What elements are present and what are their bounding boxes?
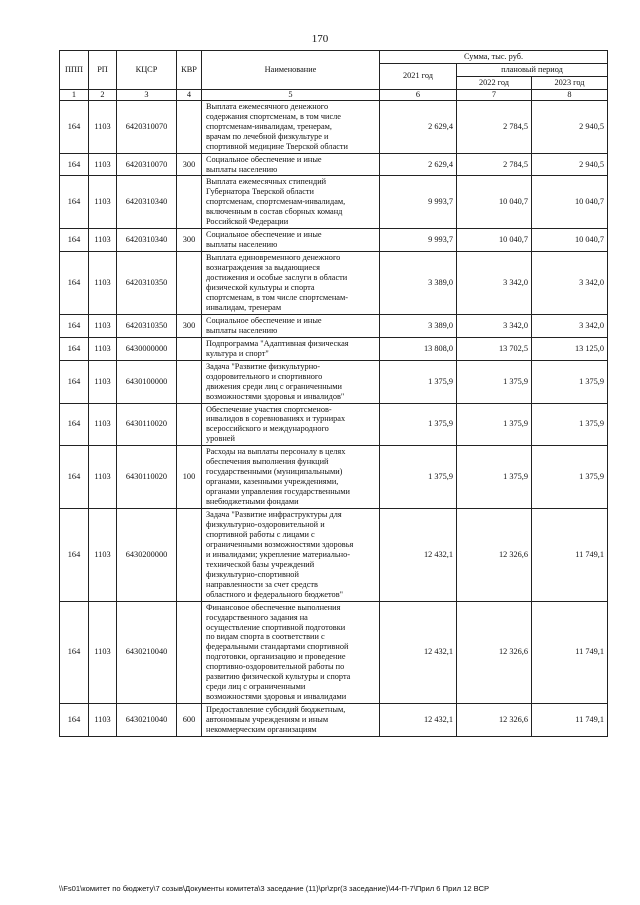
cell-2023: 13 125,0	[532, 337, 608, 360]
cell-2021: 3 389,0	[380, 314, 457, 337]
cell-name	[202, 314, 380, 337]
name-line: Губернатора Тверской области	[206, 187, 314, 197]
cell-ppp: 164	[60, 403, 89, 446]
table-header	[60, 51, 608, 101]
table-row	[60, 314, 608, 337]
header-name: Наименование	[202, 51, 380, 90]
name-line: физкультурно-оздоровительной и	[206, 519, 325, 529]
cell-name	[202, 153, 380, 176]
name-line: уровней	[206, 434, 235, 444]
cell-kcsr: 6420310340	[117, 176, 177, 229]
cell-2022: 2 784,5	[457, 100, 532, 153]
name-line: физкультурно-спортивной	[206, 569, 299, 579]
cell-kcsr: 6420310350	[117, 252, 177, 315]
cell-kvr	[177, 100, 202, 153]
name-line: культура и спорт"	[206, 348, 269, 358]
page-number: 170	[311, 33, 329, 45]
column-index: 7	[457, 89, 532, 100]
cell-kcsr: 6420310070	[117, 100, 177, 153]
name-line: всероссийского и международного	[206, 424, 329, 434]
column-index-row	[60, 89, 608, 100]
name-line: врачам по лечебной физкультуре и	[206, 131, 329, 141]
cell-rp: 1103	[89, 601, 117, 704]
name-line: органами, казенными учреждениями,	[206, 477, 339, 487]
cell-ppp: 164	[60, 176, 89, 229]
header-kvr: КВР	[177, 51, 202, 90]
name-line: Расходы на выплаты персоналу в целях	[206, 447, 346, 457]
cell-rp: 1103	[89, 337, 117, 360]
cell-kvr	[177, 252, 202, 315]
name-line: по видам спорта в соответствии с	[206, 632, 325, 642]
name-line: осуществление спортивной подготовки	[206, 622, 346, 632]
name-line: достижения и особые заслуги в области	[206, 273, 348, 283]
cell-kvr	[177, 176, 202, 229]
cell-2021: 12 432,1	[380, 601, 457, 704]
cell-rp: 1103	[89, 704, 117, 737]
cell-ppp: 164	[60, 100, 89, 153]
name-line: спортсменам, спортсменам-инвалидам,	[206, 197, 346, 207]
cell-name	[202, 446, 380, 509]
cell-kvr	[177, 601, 202, 704]
footer-file-path: \\Fs01\комитет по бюджету\7 созыв\Документы комитета\3 заседание (11)\pr\zpr(3 заседание)\44-П-7\Прил 6 Прил 12 ВСР	[59, 884, 490, 893]
cell-rp: 1103	[89, 153, 117, 176]
cell-2022: 12 326,6	[457, 601, 532, 704]
name-line: движения среди лиц с ограниченными	[206, 381, 342, 391]
header-sum: Сумма, тыс. руб.	[380, 51, 608, 64]
cell-2022: 12 326,6	[457, 509, 532, 602]
cell-kvr: 300	[177, 229, 202, 252]
name-line: органами управления государственными	[206, 487, 350, 497]
cell-kcsr: 6430110020	[117, 446, 177, 509]
table-body	[60, 100, 608, 736]
cell-rp: 1103	[89, 229, 117, 252]
cell-2022: 1 375,9	[457, 360, 532, 403]
cell-name	[202, 601, 380, 704]
cell-2023: 3 342,0	[532, 252, 608, 315]
name-line: Социальное обеспечение и иные	[206, 230, 322, 240]
table-row	[60, 403, 608, 446]
name-line: включенным в состав сборных команд	[206, 207, 343, 217]
header-year-2023: 2023 год	[532, 76, 608, 89]
cell-kvr: 100	[177, 446, 202, 509]
name-line: спортивной медицине Тверской области	[206, 141, 349, 151]
name-line: Выплата единовременного денежного	[206, 253, 341, 263]
name-line: некоммерческим организациям	[206, 725, 317, 735]
name-line: спортсменам, в том числе спортсменам-	[206, 292, 348, 302]
cell-2021: 1 375,9	[380, 403, 457, 446]
name-line: выплаты населению	[206, 240, 278, 250]
table-row	[60, 360, 608, 403]
column-index: 8	[532, 89, 608, 100]
cell-2023: 1 375,9	[532, 403, 608, 446]
cell-ppp: 164	[60, 704, 89, 737]
name-line: обеспечения выполнения функций	[206, 457, 329, 467]
name-line: возможностями здоровья и инвалидов"	[206, 391, 345, 401]
name-line: Выплата ежемесячных стипендий	[206, 177, 327, 187]
column-index: 4	[177, 89, 202, 100]
cell-2021: 1 375,9	[380, 446, 457, 509]
cell-kvr: 300	[177, 314, 202, 337]
name-line: вознаграждения за выдающиеся	[206, 263, 320, 273]
cell-2023: 11 749,1	[532, 509, 608, 602]
name-line: федеральными стандартами спортивной	[206, 642, 349, 652]
name-line: технической базы учреждений	[206, 559, 315, 569]
cell-kvr	[177, 337, 202, 360]
table-row	[60, 509, 608, 602]
name-line: Российской Федерации	[206, 217, 289, 227]
cell-ppp: 164	[60, 446, 89, 509]
cell-rp: 1103	[89, 176, 117, 229]
cell-2022: 1 375,9	[457, 446, 532, 509]
cell-name	[202, 252, 380, 315]
name-line: Социальное обеспечение и иные	[206, 154, 322, 164]
name-line: спортсменам-инвалидам, тренерам,	[206, 121, 332, 131]
name-line: Социальное обеспечение и иные	[206, 315, 322, 325]
cell-rp: 1103	[89, 446, 117, 509]
cell-2023: 10 040,7	[532, 176, 608, 229]
name-line: Предоставление субсидий бюджетным,	[206, 705, 346, 715]
cell-name	[202, 100, 380, 153]
name-line: спортивной работы с лицами с	[206, 529, 315, 539]
cell-2022: 3 342,0	[457, 252, 532, 315]
cell-name	[202, 509, 380, 602]
cell-kcsr: 6430210040	[117, 601, 177, 704]
name-line: Обеспечение участия спортсменов-	[206, 404, 332, 414]
name-line: подготовки, организацию и проведение	[206, 652, 346, 662]
cell-2022: 10 040,7	[457, 176, 532, 229]
name-line: Задача "Развитие инфраструктуры для	[206, 510, 342, 520]
cell-2021: 9 993,7	[380, 229, 457, 252]
cell-2023: 2 940,5	[532, 100, 608, 153]
name-line: направленности за счет средств	[206, 579, 318, 589]
cell-kcsr: 6430100000	[117, 360, 177, 403]
cell-2021: 12 432,1	[380, 704, 457, 737]
cell-name	[202, 176, 380, 229]
name-line: автономным учреждениям и иным	[206, 715, 329, 725]
header-ppp: ППП	[60, 51, 89, 90]
cell-2021: 12 432,1	[380, 509, 457, 602]
name-line: развитию физической культуры и спорта	[206, 672, 351, 682]
cell-rp: 1103	[89, 509, 117, 602]
column-index: 6	[380, 89, 457, 100]
cell-2021: 9 993,7	[380, 176, 457, 229]
name-line: Финансовое обеспечение выполнения	[206, 602, 341, 612]
cell-rp: 1103	[89, 360, 117, 403]
table-row	[60, 337, 608, 360]
cell-ppp: 164	[60, 509, 89, 602]
cell-kcsr: 6420310070	[117, 153, 177, 176]
name-line: инвалидов в соревнованиях и турнирах	[206, 414, 346, 424]
table-row	[60, 252, 608, 315]
cell-kcsr: 6430110020	[117, 403, 177, 446]
cell-2022: 13 702,5	[457, 337, 532, 360]
table-row	[60, 100, 608, 153]
table-row	[60, 229, 608, 252]
cell-ppp: 164	[60, 153, 89, 176]
name-line: физической культуры и спорта	[206, 283, 315, 293]
cell-ppp: 164	[60, 601, 89, 704]
cell-kvr	[177, 403, 202, 446]
cell-name	[202, 403, 380, 446]
cell-2022: 3 342,0	[457, 314, 532, 337]
cell-name	[202, 360, 380, 403]
name-line: Подпрограмма "Адаптивная физическая	[206, 338, 349, 348]
name-line: спортивно-оздоровительной работы по	[206, 662, 345, 672]
name-line: инвалидам, тренерам	[206, 302, 282, 312]
name-line: содержания спортсменам, в том числе	[206, 111, 341, 121]
cell-2021: 3 389,0	[380, 252, 457, 315]
cell-kvr	[177, 360, 202, 403]
column-index: 1	[60, 89, 89, 100]
cell-2021: 2 629,4	[380, 153, 457, 176]
cell-ppp: 164	[60, 314, 89, 337]
column-index: 5	[202, 89, 380, 100]
header-planned-period: плановый период	[457, 63, 608, 76]
budget-table	[59, 50, 608, 737]
name-line: выплаты населению	[206, 325, 278, 335]
cell-kvr: 300	[177, 153, 202, 176]
table-row	[60, 446, 608, 509]
table-row	[60, 704, 608, 737]
name-line: ограниченными возможностями здоровья	[206, 539, 354, 549]
cell-2023: 1 375,9	[532, 360, 608, 403]
cell-name	[202, 337, 380, 360]
name-line: выплаты населению	[206, 164, 278, 174]
cell-name	[202, 704, 380, 737]
header-rp: РП	[89, 51, 117, 90]
column-index: 2	[89, 89, 117, 100]
cell-2023: 11 749,1	[532, 704, 608, 737]
cell-kcsr: 6420310340	[117, 229, 177, 252]
cell-2023: 1 375,9	[532, 446, 608, 509]
name-line: областного и федерального бюджетов"	[206, 589, 343, 599]
cell-ppp: 164	[60, 337, 89, 360]
cell-rp: 1103	[89, 252, 117, 315]
name-line: возможностями здоровья и инвалидами	[206, 692, 347, 702]
cell-ppp: 164	[60, 229, 89, 252]
name-line: государственного задания на	[206, 612, 308, 622]
cell-rp: 1103	[89, 100, 117, 153]
cell-kcsr: 6430200000	[117, 509, 177, 602]
cell-ppp: 164	[60, 252, 89, 315]
cell-2023: 10 040,7	[532, 229, 608, 252]
table-row	[60, 601, 608, 704]
cell-2023: 3 342,0	[532, 314, 608, 337]
cell-rp: 1103	[89, 314, 117, 337]
name-line: среди лиц с ограниченными	[206, 682, 306, 692]
cell-2022: 10 040,7	[457, 229, 532, 252]
header-year-2021: 2021 год	[380, 63, 457, 89]
name-line: Задача "Развитие физкультурно-	[206, 361, 321, 371]
name-line: Выплата ежемесячного денежного	[206, 101, 329, 111]
cell-2022: 1 375,9	[457, 403, 532, 446]
cell-kcsr: 6430210040	[117, 704, 177, 737]
header-year-2022: 2022 год	[457, 76, 532, 89]
cell-kcsr: 6420310350	[117, 314, 177, 337]
name-line: государственными (муниципальными)	[206, 467, 343, 477]
cell-2021: 1 375,9	[380, 360, 457, 403]
cell-2023: 11 749,1	[532, 601, 608, 704]
column-index: 3	[117, 89, 177, 100]
cell-kcsr: 6430000000	[117, 337, 177, 360]
cell-2021: 2 629,4	[380, 100, 457, 153]
cell-name	[202, 229, 380, 252]
header-kcsr: КЦСР	[117, 51, 177, 90]
name-line: и инвалидами; укрепление материально-	[206, 549, 351, 559]
table-row	[60, 176, 608, 229]
name-line: внебюджетными фондами	[206, 497, 299, 507]
cell-rp: 1103	[89, 403, 117, 446]
cell-2021: 13 808,0	[380, 337, 457, 360]
cell-kvr	[177, 509, 202, 602]
name-line: оздоровительного и спортивного	[206, 371, 323, 381]
cell-2022: 2 784,5	[457, 153, 532, 176]
cell-2022: 12 326,6	[457, 704, 532, 737]
table-row	[60, 153, 608, 176]
cell-kvr: 600	[177, 704, 202, 737]
cell-ppp: 164	[60, 360, 89, 403]
cell-2023: 2 940,5	[532, 153, 608, 176]
